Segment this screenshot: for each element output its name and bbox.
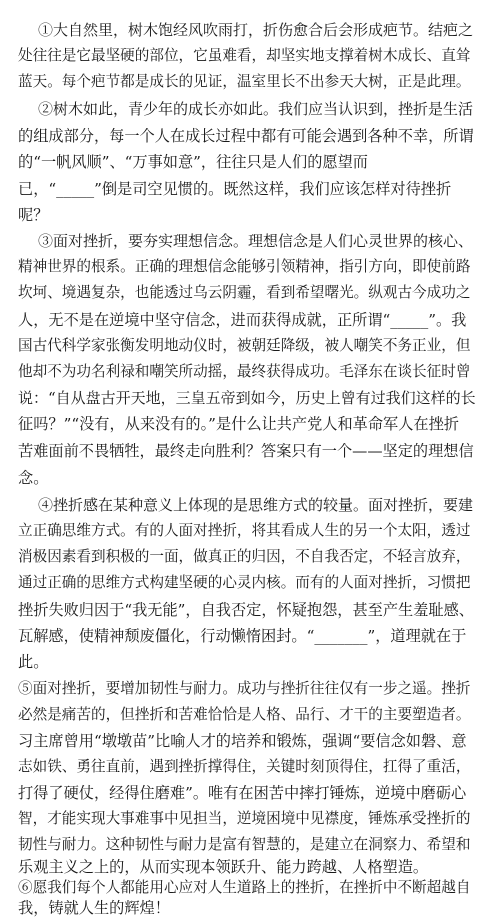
text-line: 精神世界的根系。正确的理想信念能够引领精神，指引方向，即使前路 — [18, 258, 471, 275]
text-line: 念。 — [18, 469, 49, 487]
text-line: 韧性与耐力。这种韧性与耐力是富有智慧的，是建立在洞察力、希望和 — [18, 836, 471, 853]
text-line: ⑤面对挫折，要增加韧性与耐力。成功与挫折往往仅有一步之遥。挫折 — [18, 680, 471, 697]
text-line: 瓦解感，使精神颓废僵化，行动懒惰困封。“_______”，道理就在于 — [18, 627, 467, 645]
text-line: 智，才能实现大事难事中见担当，逆境困境中见襟度，锤炼承受挫折的 — [18, 810, 471, 827]
text-line: 习主席曾用“墩墩苗”比喻人才的培养和锻炼，强调“要信念如磐、意 — [18, 732, 467, 750]
text-line: 必然是痛苦的，但挫折和苦难恰恰是人格、品行、才干的主要塑造者。 — [18, 706, 471, 723]
text-line: 已，“_____”倒是司空见惯的。既然这样，我们应该怎样对待挫折 — [18, 180, 452, 198]
text-line: ①大自然里，树木饱经风吹雨打，折伤愈合后会形成疤节。结疤之 — [38, 21, 474, 39]
text-line: ②树木如此，青少年的成长亦如此。我们应当认识到，挫折是生活 — [38, 100, 474, 118]
text-line: ③面对挫折，要夯实理想信念。理想信念是人们心灵世界的核心、 — [38, 232, 474, 250]
text-line: 国古代科学家张衡发明地动仪时，被朝廷降级，被人嘲笑不务正业，但 — [18, 337, 471, 354]
text-line: 消极因素看到积极的一面，做真正的归因，不自我否定，不轻言放弃， — [18, 548, 471, 565]
text-line: 苦难面前不畏牺牲，最终走向胜利？答案只有一个——坚定的理想信 — [18, 442, 474, 460]
text-line: 蓝天。每个疤节都是成长的见证，温室里长不出参天大树，正是此理。 — [18, 73, 471, 90]
text-line: 处往往是它最坚硬的部位，它虽难看，却坚实地支撑着树木成长、直耸 — [18, 47, 471, 64]
text-line: 人，无不是在逆境中坚守信念，进而获得成就，正所谓“_____”。我 — [18, 311, 467, 329]
text-line: 立正确思维方式。有的人面对挫折，将其看成人生的另一个太阳，透过 — [18, 522, 471, 539]
text-line: 此。 — [18, 653, 49, 671]
text-line: 志如铁、勇往直前，遇到挫折撑得住，关键时刻顶得住，扛得了重活， — [18, 758, 471, 775]
text-line: 的组成部分，每一个人在成长过程中都有可能会遇到各种不幸，所谓 — [18, 127, 474, 145]
text-line: 乐观主义之上的，从而实现本领跃升、能力跨越、人格塑造。 — [18, 858, 429, 876]
text-line: ⑥愿我们每个人都能用心应对人生道路上的挫折，在挫折中不断超越自 — [18, 879, 471, 896]
text-line: 他却不为功名利禄和嘲笑所动摇，最终获得成功。毛泽东在谈长征时曾 — [18, 363, 471, 380]
text-line: 说：“自从盘古开天地，三皇五帝到如今，历史上曾有过我们这样的长 — [18, 389, 476, 407]
text-line: 通过正确的思维方式构建坚硬的心灵内核。而有的人面对挫折，习惯把 — [18, 574, 471, 591]
text-line: ④挫折感在某种意义上体现的是思维方式的较量。面对挫折，要建 — [38, 496, 474, 514]
text-line: 呢？ — [18, 206, 49, 224]
text-line: 我，铸就人生的辉煌！ — [18, 899, 170, 917]
text-line: 征吗？”“没有，从来没有的。”是什么让共产党人和革命军人在挫折 — [18, 415, 459, 433]
text-line: 的“一帆风顺”、“万事如意”，往往只是人们的愿望而 — [18, 153, 368, 171]
text-line: 挫折失败归因于“我无能”，自我否定，怀疑抱怨，甚至产生羞耻感、 — [18, 601, 474, 619]
text-line: 打得了硬仗，经得住磨难”。唯有在困苦中摔打锤炼，逆境中磨砺心 — [18, 784, 467, 802]
text-line: 坎坷、境遇复杂，也能透过乌云阴霾，看到希望曙光。纵观古今成功之 — [18, 284, 471, 301]
